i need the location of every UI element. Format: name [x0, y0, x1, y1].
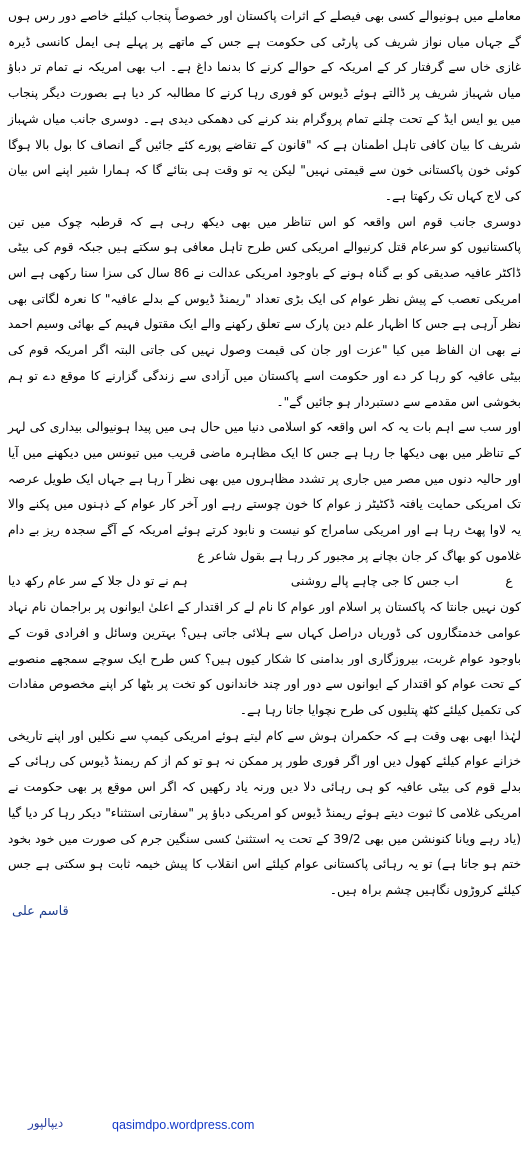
- paragraph-2: دوسری جانب قوم اس واقعہ کو اس تناظر میں بھی دیکھ رہی ہے کہ قرطبہ چوک میں تین پاکستانیوں کو سرعام قتل کرنیوالے امریکی کس طرح تاہل معافی ہو سکتے ہیں جبکہ قوم کی بیٹی ڈاکٹر عافیہ صدیقی کو بے گناہ ہونے کے باوجود امریکی عدالت نے 86 سال کی سزا سنا رکھی ہے اس امریکی تعصب کے پیش نظر عوام کی ایک بڑی تعداد "ریمنڈ ڈیوس کے بدلے عافیہ" کا نعرہ لگاتی بھی نظر آرہی ہے جس کا اظہار علم دین پارک سے تعلق رکھنے والے ایک مقتول فہیم کے بھائی وسیم احمد نے بھی ان الفاظ میں کیا "عزت اور جان کی قیمت وصول نہیں کی جاتی البتہ اگر امریکہ قوم کی بیٹی عافیہ کو رہا کر دے اور حکومت اسے پاکستان میں آزادی سے زندگی گزارنے کا موقع دے تو ہم بخوشی اس مقدمے سے دستبردار ہو جائیں گے"۔: [8, 214, 521, 409]
- paragraph-3: اور سب سے اہم بات یہ کہ اس واقعہ کو اسلامی دنیا میں حال ہی میں پیدا ہونیوالی بیداری کی لہر کے تناظر میں بھی دیکھا جا رہا ہے جس کا ایک مظاہرہ ماضی قریب میں تیونس میں دیکھنے میں آیا اور حالیہ دنوں میں مصر میں جاری پر تشدد مظاہروں میں بھی نظر آ رہا ہے جہاں ایک طویل عرصہ تک امریکی حمایت یافتہ ڈکٹیٹر ز عوام کا خون چوستے رہے اور آخر کار عوام کے ذہنوں میں پکنے والا یہ لاوا پھٹ رہا ہے اور امریکی سامراج کو نیست و نابود کرتے ہوئے امریکہ کے آگے سجدہ ریز بے دام غلاموں کو بھاگ کر جان بچانے پر مجبور کر رہا ہے بقول شاعر ع: [8, 420, 521, 563]
- paragraph-1: معاملے میں ہونیوالے کسی بھی فیصلے کے اثرات پاکستان اور خصوصاً پنجاب کیلئے خاصے دور رس ہوں گے جہاں میاں نواز شریف کی پارٹی کی حکومت ہے جس کے ماتھے پر پہلے ہی ایمل کانسی ڈیرہ غازی خاں سے گرفتار کر کے امریکہ کے حوالے کرنے کا بدنما داغ ہے۔ اب بھی امریکہ نے تمام تر دباؤ میاں شہباز شریف پر ڈالتے ہوئے ڈیوس کو فوری رہا کرنے کا مطالبہ کر دیا ہے بصورت دیگر پنجاب میں یو ایس ایڈ کے تحت چلنے تمام پروگرام بند کرنے کی دھمکی دیدی ہے۔ دوسری جانب میاں شہباز شریف کا بیان کافی تاہل اطمنان ہے کہ "قانون کے تقاضے پورے کئے جائیں گے انصاف کا بول بالا ہوگا کوئی خون پاکستانی خون سے قیمتی نہیں" لیکن یہ تو وقت ہی بتائے گا کہ ہمارا شیر اپنے اس بیان کی لاج کہاں تک رکھتا ہے۔: [8, 9, 521, 203]
- poetry-couplet: [8, 569, 521, 595]
- couplet-first-half: اب جس کا جی چاہے پالے روشنی: [290, 574, 459, 589]
- author-signature: [8, 904, 521, 932]
- article-body: [8, 4, 521, 569]
- paragraph-4: کون نہیں جانتا کہ پاکستان پر اسلام اور عوام کا نام لے کر اقتدار کے اعلیٰ ایوانوں پر براجمان نام نہاد عوامی خدمتگاروں کی ڈوریاں دراصل کہاں سے ہلائی جاتی ہیں؟ بہترین وسائل و افرادی قوت کے باوجود عوام غربت، بیروزگاری اور بدامنی کا شکار کیوں ہیں؟ کس طرح ایک سوچے سمجھے منصوبے کے تحت عوام کو اقتدار کے ایوانوں سے دور اور چند خاندانوں کو تخت پر بٹھا کر اپنے مخصوص مفادات کی تکمیل کیلئے کٹھ پتلیوں کی طرح نچوایا جاتا رہا ہے۔: [8, 600, 521, 717]
- footer-place: دیپالپور: [28, 1116, 64, 1130]
- article-body-continued: [8, 595, 521, 903]
- couplet-second-half: ہم نے تو دل جلا کے سر عام رکھ دیا: [8, 574, 188, 589]
- couplet-mark: ع: [505, 574, 513, 589]
- website-link[interactable]: qasimdpo.wordpress.com: [112, 1118, 255, 1132]
- footer: [0, 1116, 529, 1138]
- author-name: قاسم علی: [12, 903, 69, 919]
- paragraph-5: لہٰذا ابھی بھی وقت ہے کہ حکمران ہوش سے کام لیتے ہوئے امریکی کیمپ سے نکلیں اور اپنے تاریخی خزانے عوام کیلئے کھول دیں اور اگر فوری طور پر ممکن نہ ہو تو کم از کم ریمنڈ ڈیوس کی رہائی کے بدلے قوم کی بیٹی عافیہ کو ہی رہائی دلا دیں ورنہ یاد رکھیں کہ اگر اس موقع پر بھی حکومت نے امریکی غلامی کا ثبوت دیتے ہوئے ریمنڈ ڈیوس کو امریکی دباؤ پر "سفارتی استثناء" دیکر رہا کر دیا گیا (یاد رہے ویانا کنونشن میں بھی 39/2 کے تحت یہ استثنیٰ کسی سنگین جرم کی صورت میں خود بخود ختم ہو جاتا ہے) تو یہ رہائی پاکستانی عوام کیلئے اس انقلاب کا پیش خیمہ ثابت ہو سکتی ہے جس کیلئے کروڑوں نگاہیں چشم براہ ہیں۔: [8, 728, 521, 897]
